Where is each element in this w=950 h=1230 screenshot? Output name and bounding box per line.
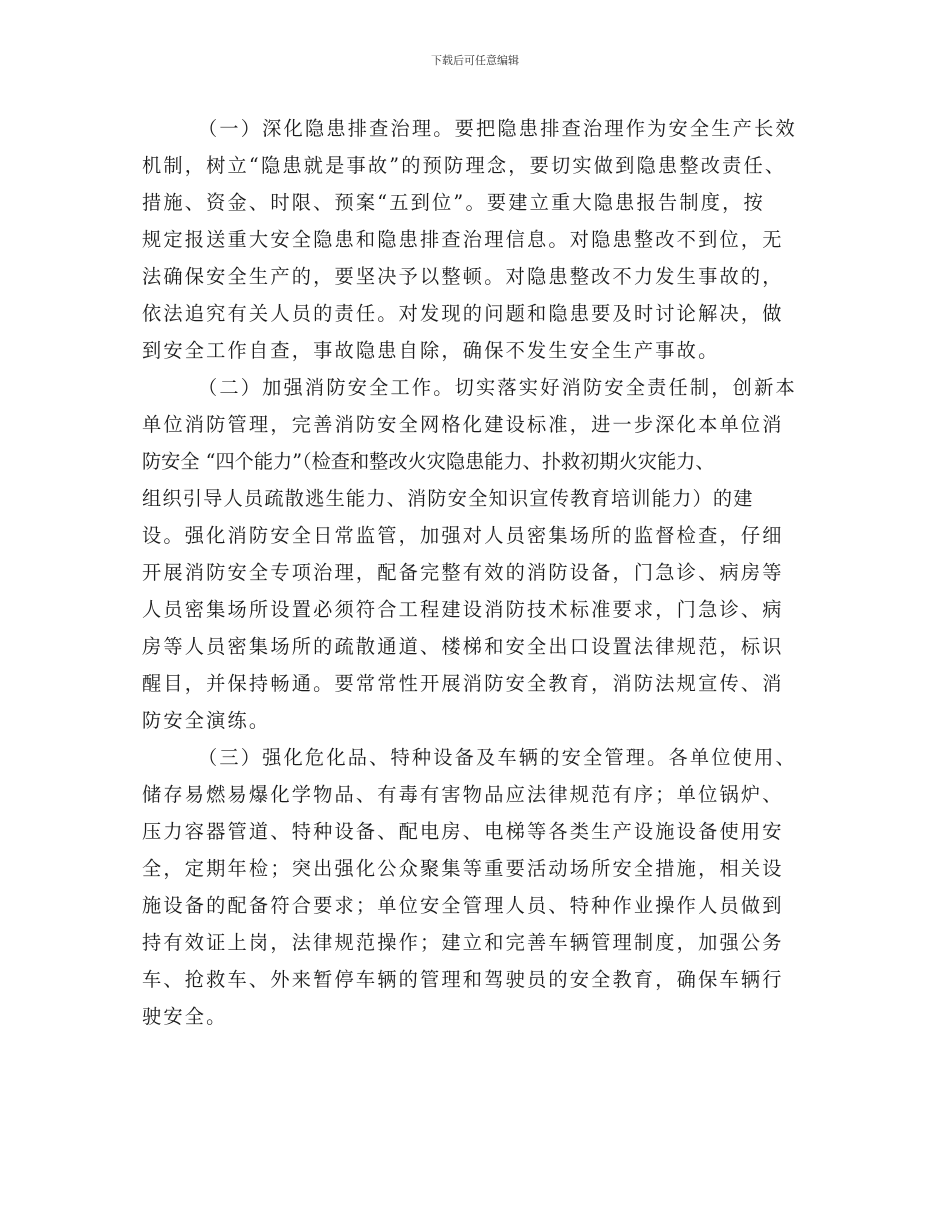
paragraph-1 <box>142 110 825 369</box>
text-line: 到安全工作自查，事故隐患自除，确保不发生安全生产事故。 <box>142 339 720 362</box>
page-header-note: 下载后可任意编辑 <box>431 54 519 67</box>
text-line: 措施、资金、时限、预案“五到位”。要建立重大隐患报告制度，按 <box>142 191 765 214</box>
text-line: 储存易燃易爆化学物品、有毒有害物品应法律规范有序；单位锅炉、 <box>142 783 784 806</box>
text-line: 防安全 “四个能力”（检查和整改火灾隐患能力、扑救初期火灾能力、 <box>142 450 715 473</box>
text-line: 组织引导人员疏散逃生能力、消防安全知识宣传教育培训能力）的建 <box>142 487 754 510</box>
text-line: 机制，树立“隐患就是事故”的预防理念，要切实做到隐患整改责任、 <box>142 154 787 177</box>
text-line: 施设备的配备符合要求；单位安全管理人员、特种作业操作人员做到 <box>142 894 784 917</box>
text-line: 单位消防管理，完善消防安全网格化建设标准，进一步深化本单位消 <box>142 413 784 436</box>
text-line: 防安全演练。 <box>142 709 271 732</box>
text-line: 法确保安全生产的，要坚决予以整顿。对隐患整改不力发生事故的， <box>142 265 784 288</box>
text-line: （三）强化危化品、特种设备及车辆的安全管理。各单位使用、 <box>198 746 797 769</box>
text-line: 开展消防安全专项治理，配备完整有效的消防设备，门急诊、病房等 <box>142 561 784 584</box>
text-line: 全，定期年检；突出强化公众聚集等重要活动场所安全措施，相关设 <box>142 857 784 880</box>
text-line: 压力容器管道、特种设备、配电房、电梯等各类生产设施设备使用安 <box>142 820 784 843</box>
text-line: 规定报送重大安全隐患和隐患排查治理信息。对隐患整改不到位，无 <box>142 228 784 251</box>
text-line: 车、抢救车、外来暂停车辆的管理和驾驶员的安全教育，确保车辆行 <box>142 968 784 991</box>
text-line: （二）加强消防安全工作。切实落实好消防安全责任制，创新本 <box>198 376 797 399</box>
text-line: 房等人员密集场所的疏散通道、楼梯和安全出口设置法律规范，标识 <box>142 635 784 658</box>
paragraph-2 <box>142 369 825 739</box>
text-line: 人员密集场所设置必须符合工程建设消防技术标准要求，门急诊、病 <box>142 598 784 621</box>
document-body <box>142 110 825 1035</box>
text-line: 持有效证上岗，法律规范操作；建立和完善车辆管理制度，加强公务 <box>142 931 784 954</box>
text-line: 设。强化消防安全日常监管，加强对人员密集场所的监督检查，仔细 <box>142 524 784 547</box>
text-line: 驶安全。 <box>142 1005 228 1028</box>
text-line: （一）深化隐患排查治理。要把隐患排查治理作为安全生产长效 <box>198 117 797 140</box>
text-line: 醒目，并保持畅通。要常常性开展消防安全教育，消防法规宣传、消 <box>142 672 784 695</box>
text-line: 依法追究有关人员的责任。对发现的问题和隐患要及时讨论解决，做 <box>142 302 784 325</box>
paragraph-3 <box>142 739 825 1035</box>
